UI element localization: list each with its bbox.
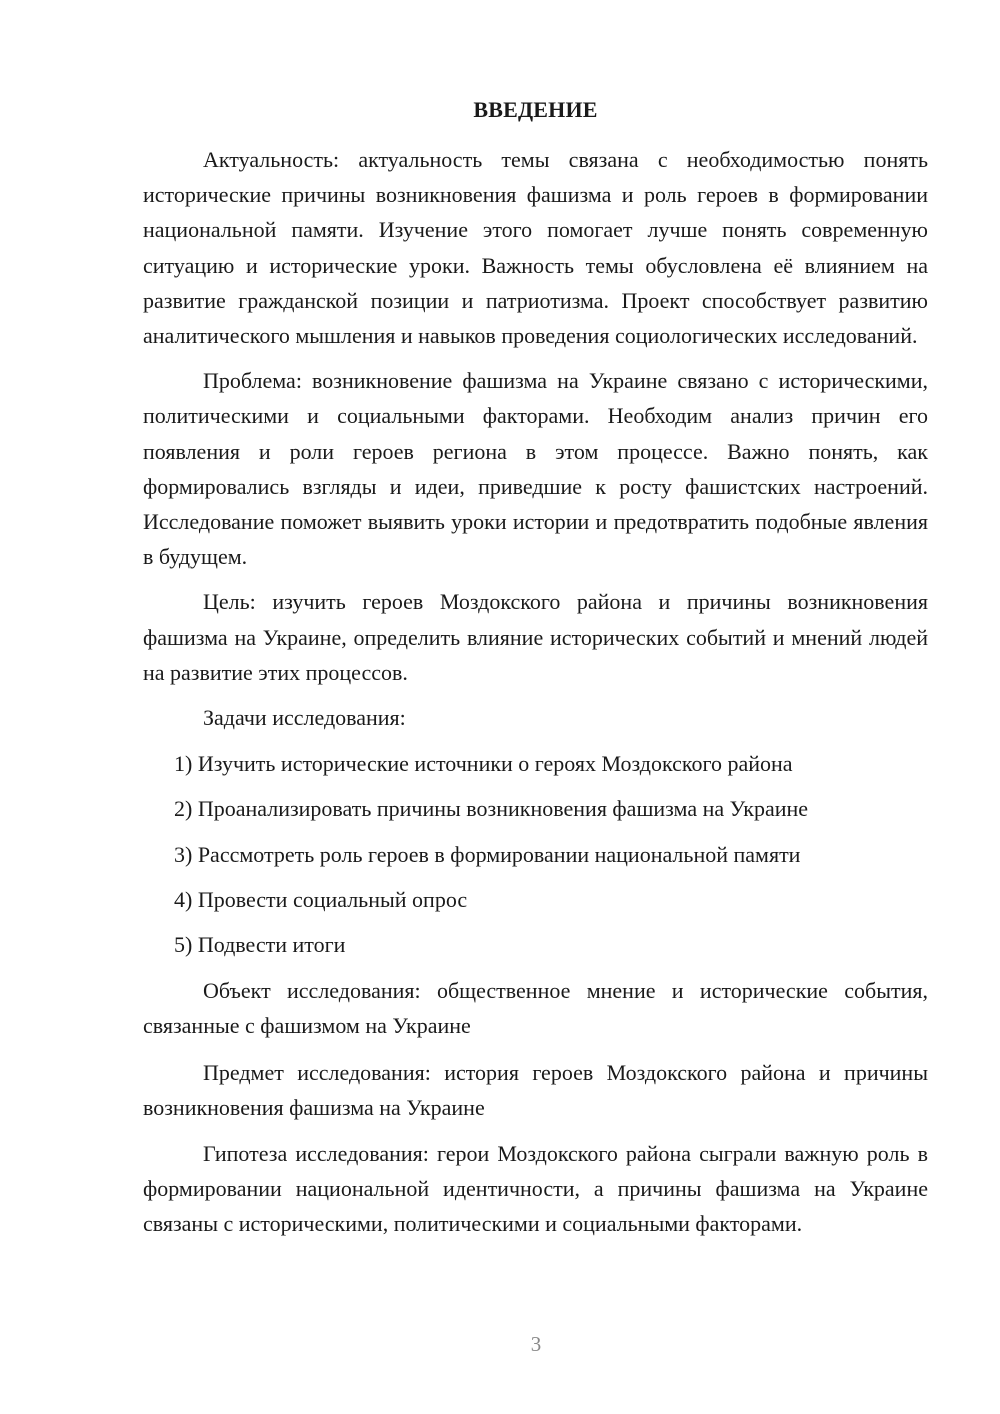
paragraph-relevance: Актуальность: актуальность темы связана с необходимостью понять исторические причины возникновения фашизма и роль героев в формировании национальной памяти. Изучение этого помогает лучше понять современную ситуацию и исторические уроки. Важность темы обусловлена её влиянием на развитие гражданской позиции и патриотизма. Проект способствует развитию аналитического мышления и навыков проведения социологических исследований.: [143, 147, 928, 349]
paragraph-goal: Цель: изучить героев Моздокского района и причины возникновения фашизма на Украине, определить влияние исторических событий и мнений людей на развитие этих процессов.: [143, 589, 928, 685]
task-item: 5) Подвести итоги: [174, 932, 346, 958]
paragraph-object: Объект исследования: общественное мнение и исторические события, связанные с фашизмом на Украине: [143, 978, 928, 1039]
section-heading: ВВЕДЕНИЕ: [473, 97, 598, 122]
paragraph-problem: Проблема: возникновение фашизма на Украине связано с историческими, политическими и социальными факторами. Необходим анализ причин его появления и роли героев региона в этом процессе. Важно понять, как формировались взгляды и идеи, приведшие к росту фашистских настроений. Исследование поможет выявить уроки истории и предотвратить подобные явления в будущем.: [143, 368, 928, 570]
paragraph-subject: Предмет исследования: история героев Моздокского района и причины возникновения фашизма на Украине: [143, 1059, 928, 1120]
paragraph-hypothesis: Гипотеза исследования: герои Моздокского района сыграли важную роль в формировании национальной идентичности, а причины фашизма на Украине связаны с историческими, политическими и социальными факторами.: [143, 1141, 928, 1237]
task-item: 2) Проанализировать причины возникновения фашизма на Украине: [174, 796, 809, 822]
tasks-list: [143, 746, 928, 962]
tasks-title: Задачи исследования:: [203, 705, 406, 731]
task-item: 3) Рассмотреть роль героев в формировании национальной памяти: [174, 841, 801, 867]
task-item: 1) Изучить исторические источники о героях Моздокского района: [174, 751, 793, 777]
document-page: [143, 95, 928, 1242]
page-number: 3: [530, 1332, 542, 1356]
task-item: 4) Провести социальный опрос: [174, 886, 468, 912]
